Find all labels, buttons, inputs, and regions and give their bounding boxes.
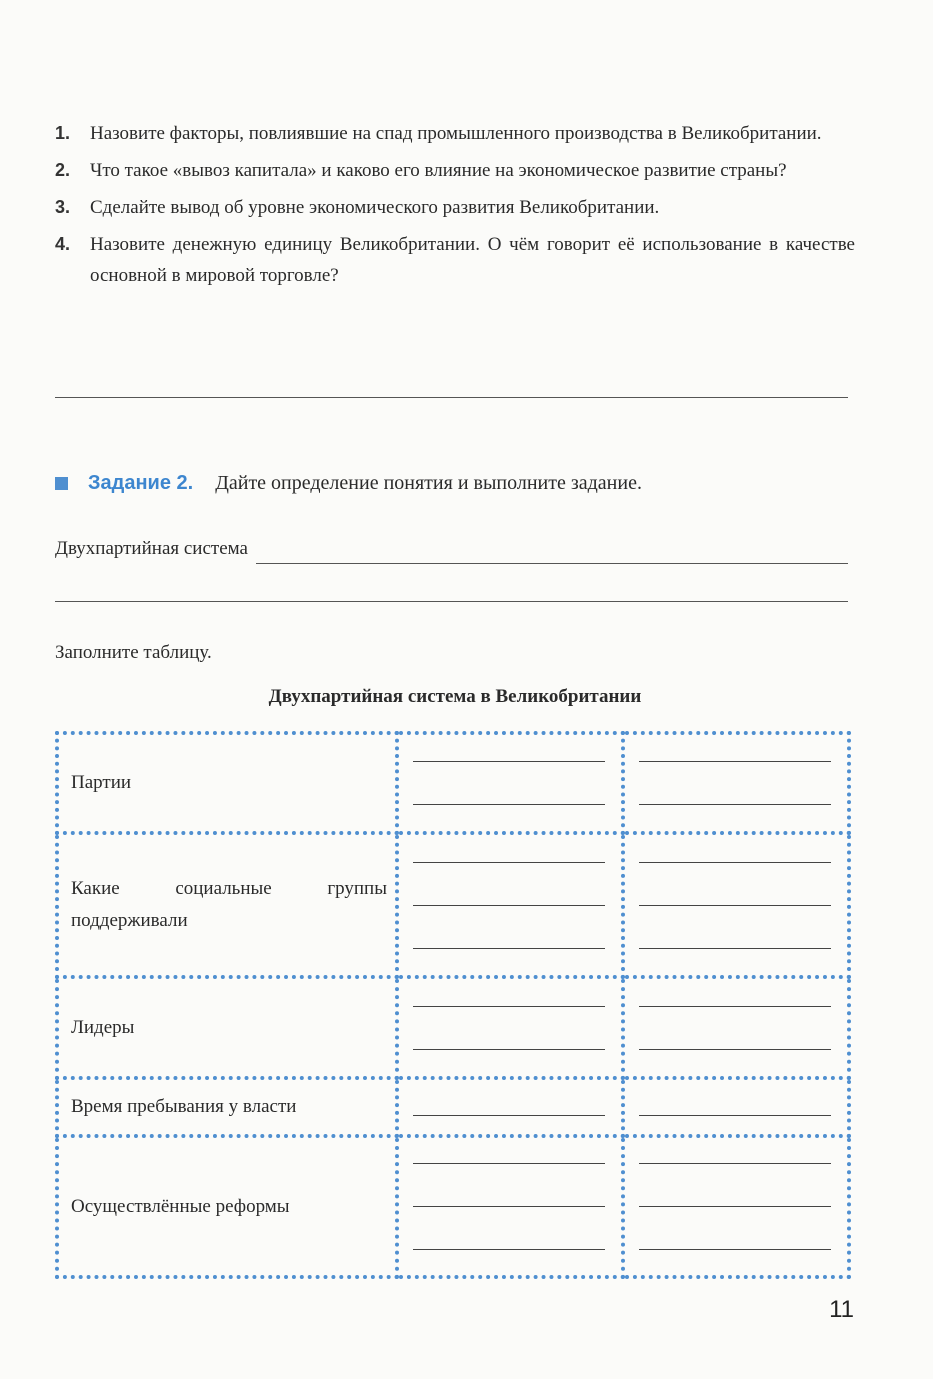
question-text: Сделайте вывод об уровне экономического развития Великобритании. bbox=[90, 197, 660, 218]
row-label: Партии bbox=[57, 733, 397, 833]
questions-list bbox=[55, 118, 855, 297]
term-answer-line-2[interactable] bbox=[55, 601, 848, 602]
table-row bbox=[57, 1078, 849, 1136]
answer-cell[interactable] bbox=[397, 733, 623, 833]
question-number: 1. bbox=[55, 123, 71, 143]
answer-cell[interactable] bbox=[623, 1078, 849, 1136]
table-instruction: Заполните таблицу. bbox=[55, 642, 212, 663]
row-label: Время пребывания у власти bbox=[57, 1078, 397, 1136]
question-number: 4. bbox=[55, 234, 71, 254]
row-label: Осуществлённые реформы bbox=[57, 1136, 397, 1277]
answer-cell[interactable] bbox=[397, 1136, 623, 1277]
term-label: Двухпартийная система bbox=[55, 538, 248, 559]
row-label: Какие социальные группы поддерживали bbox=[57, 833, 397, 977]
page-number: 11 bbox=[829, 1296, 854, 1323]
answer-cell[interactable] bbox=[623, 1136, 849, 1277]
fill-in-table bbox=[55, 731, 851, 1279]
question-item bbox=[55, 155, 855, 186]
answer-cell[interactable] bbox=[623, 977, 849, 1078]
table-row bbox=[57, 977, 849, 1078]
question-text: Назовите факторы, повлиявшие на спад промышленного производства в Великобритании. bbox=[90, 123, 822, 144]
answer-cell[interactable] bbox=[397, 833, 623, 977]
term-definition-row bbox=[55, 532, 848, 564]
task-text: Дайте определение понятия и выполните задание. bbox=[215, 471, 642, 494]
table-row bbox=[57, 1136, 849, 1277]
answer-line[interactable] bbox=[55, 397, 848, 398]
answer-cell[interactable] bbox=[623, 733, 849, 833]
task-marker-icon bbox=[55, 477, 68, 490]
task-heading bbox=[55, 467, 642, 499]
question-item bbox=[55, 118, 855, 149]
answer-cell[interactable] bbox=[397, 1078, 623, 1136]
answer-cell[interactable] bbox=[623, 833, 849, 977]
answer-cell[interactable] bbox=[397, 977, 623, 1078]
question-item bbox=[55, 229, 855, 291]
term-answer-line[interactable] bbox=[256, 539, 848, 564]
question-text: Что такое «вывоз капитала» и каково его влияние на экономическое развитие страны? bbox=[90, 160, 787, 181]
question-number: 3. bbox=[55, 197, 71, 217]
table-row bbox=[57, 833, 849, 977]
task-label: Задание 2. bbox=[88, 471, 194, 494]
question-text: Назовите денежную единицу Великобритании. О чём говорит её использование в качестве основной в мировой торговле? bbox=[90, 234, 855, 286]
table-title: Двухпартийная система в Великобритании bbox=[268, 686, 642, 707]
question-item bbox=[55, 192, 855, 223]
question-number: 2. bbox=[55, 160, 71, 180]
row-label: Лидеры bbox=[57, 977, 397, 1078]
table-row bbox=[57, 733, 849, 833]
